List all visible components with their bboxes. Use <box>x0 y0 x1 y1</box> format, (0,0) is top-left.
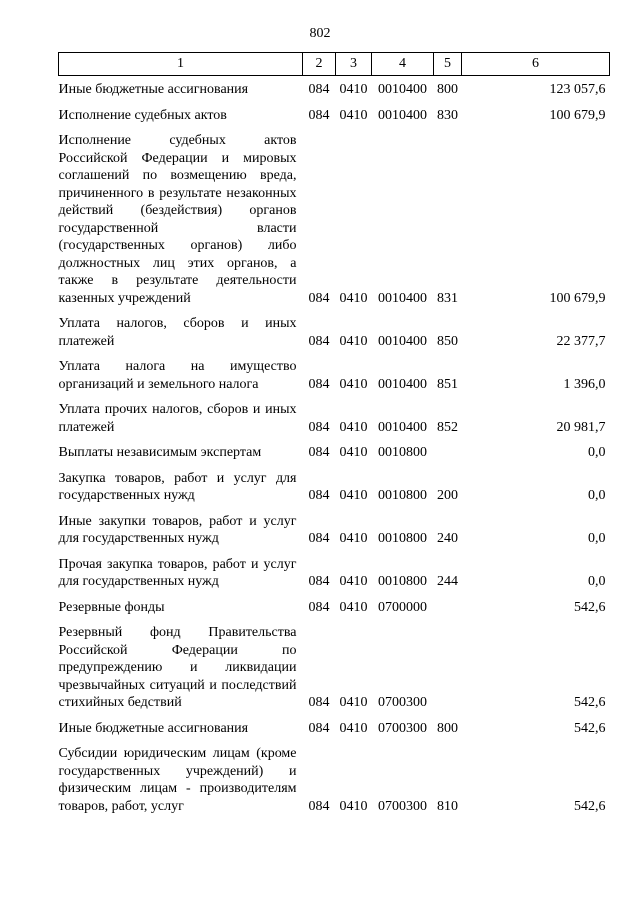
row-code-5: 831 <box>437 290 458 306</box>
table-row <box>59 740 610 818</box>
page-number: 802 <box>309 26 331 41</box>
row-code-2: 084 <box>308 695 330 710</box>
table-row <box>59 353 610 396</box>
table-row <box>59 619 610 715</box>
row-amount: 542,6 <box>574 695 606 710</box>
table-row <box>59 551 610 594</box>
row-code-4: 0700000 <box>378 599 427 615</box>
row-name: Иные бюджетные ассигнования <box>58 720 249 736</box>
row-amount: 22 377,7 <box>556 333 606 349</box>
row-code-4: 0010800 <box>378 531 427 546</box>
row-code-5: 810 <box>437 798 458 814</box>
row-amount: 0,0 <box>588 531 606 546</box>
row-amount: 0,0 <box>588 445 606 460</box>
row-name: Субсидии юридическим лицам (кроме государственных учреждений) и физическим лицам - производителям товаров, работ, услуг <box>58 746 297 814</box>
row-code-2: 084 <box>308 531 330 546</box>
row-code-2: 084 <box>308 419 330 435</box>
row-amount: 100 679,9 <box>549 290 606 306</box>
row-code-5 <box>434 594 462 620</box>
row-code-5: 200 <box>437 488 458 503</box>
column-header: 1 <box>59 53 303 76</box>
row-code-2: 084 <box>308 720 330 736</box>
row-code-5: 852 <box>437 419 458 435</box>
row-name: Уплата налога на имущество организаций и земельного налога <box>58 359 297 392</box>
table-row <box>59 715 610 741</box>
row-code-4: 0700300 <box>378 695 427 710</box>
row-amount: 0,0 <box>588 488 606 503</box>
row-code-2: 084 <box>308 333 330 349</box>
row-code-4: 0700300 <box>378 720 427 736</box>
table-row <box>59 508 610 551</box>
row-code-4: 0010400 <box>378 82 427 97</box>
row-code-3: 0410 <box>339 107 368 123</box>
row-code-5 <box>434 439 462 465</box>
row-code-2: 084 <box>308 574 330 589</box>
row-code-2: 084 <box>308 376 330 392</box>
row-code-3: 0410 <box>339 695 368 710</box>
row-code-5: 851 <box>437 376 458 392</box>
row-code-4: 0010800 <box>378 574 427 589</box>
column-header: 2 <box>303 53 336 76</box>
row-code-5: 850 <box>437 333 458 349</box>
budget-table <box>58 52 610 818</box>
row-name: Иные закупки товаров, работ и услуг для государственных нужд <box>58 513 297 546</box>
row-code-3: 0410 <box>339 798 368 814</box>
row-amount: 542,6 <box>574 798 606 814</box>
row-code-3: 0410 <box>339 290 368 306</box>
row-code-3: 0410 <box>339 333 368 349</box>
row-code-2: 084 <box>308 488 330 503</box>
row-amount: 0,0 <box>588 574 606 589</box>
row-code-4: 0010800 <box>378 488 427 503</box>
row-name: Уплата налогов, сборов и иных платежей <box>58 316 297 349</box>
row-amount: 542,6 <box>574 720 606 736</box>
table-row <box>59 102 610 128</box>
row-code-4: 0010400 <box>378 376 427 392</box>
row-name: Исполнение судебных актов Российской Федерации и мировых соглашений по возмещению вреда, причиненного в результате незаконных действий (бездействия) органов государственной власти (государственных органов) либо должностных лиц этих органов, а также в результате деятельности казенных учреждений <box>58 133 297 306</box>
row-code-4: 0010400 <box>378 107 427 123</box>
row-code-4: 0700300 <box>378 798 427 814</box>
row-name: Резервный фонд Правительства Российской Федерации по предупреждению и ликвидации чрезвычайных ситуаций и последствий стихийных бедствий <box>58 625 297 710</box>
row-code-5: 800 <box>437 720 458 736</box>
table-row <box>59 465 610 508</box>
row-code-5: 244 <box>437 574 458 589</box>
row-name: Уплата прочих налогов, сборов и иных платежей <box>58 402 297 435</box>
table-row <box>59 396 610 439</box>
row-name: Исполнение судебных актов <box>58 107 227 123</box>
row-amount: 100 679,9 <box>549 107 606 123</box>
row-code-2: 084 <box>308 599 330 615</box>
row-amount: 542,6 <box>574 599 606 615</box>
row-code-4: 0010400 <box>378 419 427 435</box>
column-header: 5 <box>434 53 462 76</box>
row-code-3: 0410 <box>339 574 368 589</box>
row-code-5: 240 <box>437 531 458 546</box>
column-header: 6 <box>462 53 610 76</box>
table-row <box>59 594 610 620</box>
row-name: Закупка товаров, работ и услуг для государственных нужд <box>58 470 297 503</box>
row-code-3: 0410 <box>339 599 368 615</box>
table-row <box>59 310 610 353</box>
row-code-5: 800 <box>437 82 458 97</box>
row-code-3: 0410 <box>339 445 368 460</box>
row-code-2: 084 <box>308 82 330 97</box>
row-code-2: 084 <box>308 107 330 123</box>
row-code-4: 0010400 <box>378 333 427 349</box>
row-code-3: 0410 <box>339 82 368 97</box>
table-row <box>59 439 610 465</box>
column-header: 3 <box>336 53 372 76</box>
row-amount: 20 981,7 <box>556 419 606 435</box>
row-code-3: 0410 <box>339 488 368 503</box>
row-name: Прочая закупка товаров, работ и услуг для государственных нужд <box>58 556 297 589</box>
row-code-3: 0410 <box>339 376 368 392</box>
row-amount: 1 396,0 <box>563 376 606 392</box>
row-code-4: 0010800 <box>378 445 427 460</box>
row-name: Резервные фонды <box>58 599 165 615</box>
row-code-2: 084 <box>308 798 330 814</box>
row-code-2: 084 <box>308 445 330 460</box>
row-code-5: 830 <box>437 107 458 123</box>
row-code-3: 0410 <box>339 531 368 546</box>
column-header: 4 <box>372 53 434 76</box>
row-code-5 <box>434 619 462 715</box>
table-header-row <box>59 53 610 76</box>
row-name: Иные бюджетные ассигнования <box>58 82 249 97</box>
row-code-3: 0410 <box>339 419 368 435</box>
row-code-3: 0410 <box>339 720 368 736</box>
row-name: Выплаты независимым экспертам <box>58 445 262 460</box>
table-row <box>59 127 610 310</box>
table-row <box>59 76 610 102</box>
row-amount: 123 057,6 <box>549 82 606 97</box>
row-code-2: 084 <box>308 290 330 306</box>
row-code-4: 0010400 <box>378 290 427 306</box>
